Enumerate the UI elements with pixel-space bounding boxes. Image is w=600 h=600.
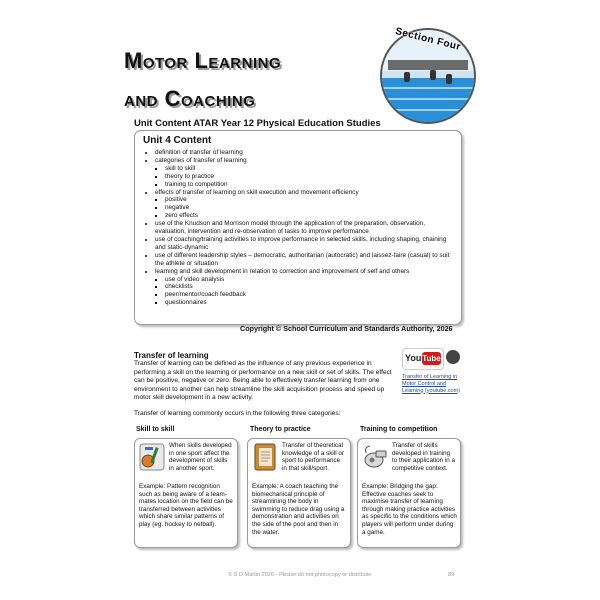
category-desc: When skills developed in one sport affect the development of skills in another sport. — [169, 442, 232, 472]
content-item-text: use of coaching/training activities to improve performance in selected skills, including shaping, chaining and static-dynamic — [155, 235, 447, 251]
page-title — [124, 42, 281, 118]
title-line-2: and Coaching — [124, 86, 256, 111]
content-item-text: effects of transfer of learning on skill execution and movement efficiency — [155, 188, 359, 196]
content-subitem: ▪ use of video analysis — [165, 276, 455, 284]
unit-heading: Unit Content ATAR Year 12 Physical Education Studies — [134, 118, 381, 129]
transfer-paragraph: Transfer of learning can be defined as the influence of any previous experience in performing a skill on the learning or performance on a new skill or set of skills. The effect can be positive, negative or zero. Being able to effectively transfer learning from one environment to another can help streamline the skill acquisition process and speed up motor skill development in a new activity. — [134, 360, 392, 402]
category-example: Example: Pattern recognition such as being aware of a team-mates location on the field can be transferred between activities which share similar patterns of play (eg. hockey to netball). — [139, 483, 233, 528]
youtube-logo: You Tube — [402, 348, 444, 370]
content-item-text: definition of transfer of learning — [155, 149, 243, 156]
category-desc: Transfer of skills developed in training to their application in a competitive context. — [392, 442, 456, 472]
content-subitem: ▪ skill to skill — [165, 165, 455, 173]
category-example: Example: Bridging the gap: Effective coaches seek to maximise transfer of learning through making practice activities as specific to the conditions which players will perform under during a game. — [362, 483, 457, 536]
page-number: 89 — [448, 572, 455, 578]
whistle-icon — [362, 443, 388, 471]
film-reel-icon — [446, 350, 460, 364]
content-item — [155, 236, 455, 252]
section-badge-label: Section Four — [394, 26, 462, 53]
content-item — [155, 149, 455, 157]
youtube-link[interactable]: Transfer of Learning in Motor Control and Learning (youtube.com) — [402, 374, 461, 394]
content-item-text: use of different leadership styles – democratic, authoritarian (autocratic) and laissez-faire (casual) to suit the athlete or situation — [155, 251, 450, 267]
content-subitem: ▪ checklists — [165, 283, 455, 291]
category-heading-training: Training to competition — [360, 426, 438, 433]
content-item — [155, 220, 455, 236]
transfer-categories-intro: Transfer of learning commonly occurs in the following three categories: — [134, 410, 341, 417]
content-item-text: categories of transfer of learning — [155, 156, 247, 164]
title-line-1: Motor Learning — [124, 48, 282, 73]
youtube-widget — [402, 348, 466, 394]
category-card-theory — [247, 438, 351, 548]
content-item — [155, 157, 455, 189]
content-subitem: ▪ questionnaires — [165, 299, 455, 307]
transfer-heading: Transfer of learning — [134, 351, 209, 360]
footer-notice: © S D Martin 2026 - Please do not photocopy or distribute — [228, 572, 372, 578]
category-desc: Transfer of theoretical knowledge of a skill or sport to performance in that skill/sport. — [282, 442, 344, 472]
content-item — [155, 252, 455, 268]
unit-content-box — [134, 130, 462, 325]
notebook-icon — [252, 443, 278, 471]
unit-content-heading: Unit 4 Content — [143, 135, 212, 146]
content-subitem: ▪ peer/mentor/coach feedback — [165, 291, 455, 299]
content-item-text: learning and skill development in relation to correction and improvement of self and others — [155, 267, 410, 275]
content-item — [155, 189, 455, 221]
content-item — [155, 268, 455, 308]
unit-content-list — [143, 149, 455, 307]
content-subitem: ▪ training to competition — [165, 181, 455, 189]
category-heading-theory: Theory to practice — [250, 426, 311, 433]
category-example: Example: A coach teaching the biomechanical principle of streamlining the body in swimming to reduce drag using a demonstration and activities on the side of the pool and then in the water. — [252, 483, 345, 536]
content-subitem: ▪ negative — [165, 204, 455, 212]
category-heading-skill: Skill to skill — [136, 426, 175, 433]
category-card-skill — [134, 438, 238, 548]
sports-equipment-icon — [139, 443, 165, 471]
copyright-notice: Copyright © School Curriculum and Standards Authority, 2026 — [240, 324, 453, 333]
category-card-training — [357, 438, 461, 548]
content-subitem: ▪ zero effects — [165, 212, 455, 220]
content-subitem: ▪ theory to practice — [165, 173, 455, 181]
content-subitem: ▪ positive — [165, 196, 455, 204]
content-item-text: use of the Knudson and Morrison model through the application of the preparation, observation, evaluation, intervention and re-observation of tasks to improve performance — [155, 220, 426, 236]
